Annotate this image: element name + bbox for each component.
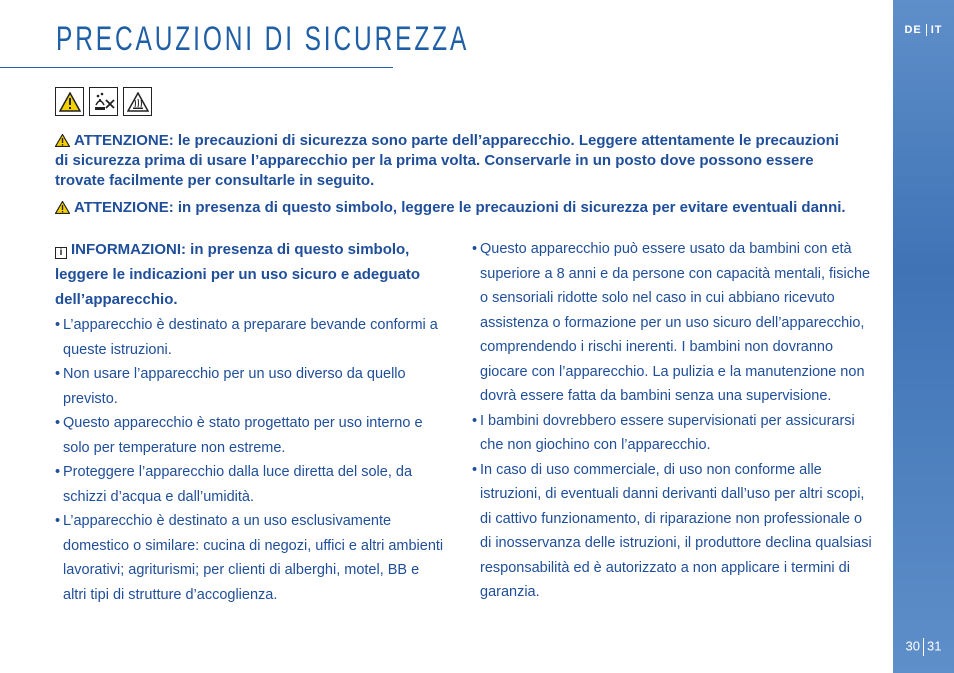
page-number-right: 31 (927, 638, 942, 654)
hot-liquid-splash-icon (89, 87, 118, 116)
left-list (55, 313, 445, 607)
language-indicator (893, 24, 954, 36)
lang-divider (926, 24, 927, 36)
title-underline (0, 67, 393, 68)
warning-paragraph-1 (55, 131, 855, 191)
list-item: • L’apparecchio è destinato a un uso esclusivamente domestico o similare: cucina di negozi, uffici e altri ambienti lavorativi; agriturismi; per clienti di alberghi, motel, BB e altri tipi di strutture d’accoglienza. (55, 509, 445, 607)
warning-triangle-icon (55, 87, 84, 116)
list-item: • Non usare l’apparecchio per un uso diverso da quello previsto. (55, 362, 445, 411)
lang-it[interactable]: IT (930, 24, 943, 36)
left-column (55, 237, 445, 607)
warning-text-2: ATTENZIONE: in presenza di questo simbolo, leggere le precauzioni di sicurezza per evitare eventuali danni. (74, 199, 846, 216)
list-item: • Questo apparecchio può essere usato da bambini con età superiore a 8 anni e da persone con capacità mentali, fisiche o sensoriali ridotte solo nel caso in cui abbiano ricevuto assistenza o formazione per un uso sicuro dell’apparecchio, comprendendo i rischi inerenti. I bambini non dovranno giocare con l’apparecchio. La pulizia e la manutenzione non dovrà essere fatta da bambini senza una supervisione. (472, 237, 872, 409)
info-heading (55, 237, 445, 312)
list-item: • Proteggere l’apparecchio dalla luce diretta del sole, da schizzi d’acqua e dall’umidità. (55, 460, 445, 509)
info-icon: i (55, 247, 67, 259)
page-numbers (893, 638, 954, 656)
list-item: • In caso di uso commerciale, di uso non conforme alle istruzioni, di eventuali danni derivanti dall’uso per altri scopi, di cattivo funzionamento, di riparazione non professionale o di inosservanza delle istruzioni, il produttore declina qualsiasi responsabilità ed è autorizzato a non applicare i termini di garanzia. (472, 458, 872, 605)
right-list (472, 237, 872, 605)
hot-surface-icon (123, 87, 152, 116)
right-column (472, 237, 872, 605)
lang-de[interactable]: DE (904, 24, 922, 36)
safety-symbols (55, 87, 152, 116)
warning-text-1: ATTENZIONE: le precauzioni di sicurezza sono parte dell’apparecchio. Leggere attentamente le precauzioni di sicurezza prima di usare l’apparecchio per la prima volta. Conservarle in un posto dove possono essere trovate facilmente per consultarle in seguito. (55, 132, 839, 189)
sidebar (893, 0, 954, 673)
list-item: • Questo apparecchio è stato progettato per uso interno e solo per temperature non estreme. (55, 411, 445, 460)
page-number-left: 30 (905, 638, 920, 654)
warning-paragraph-2 (55, 198, 855, 218)
list-item: • L’apparecchio è destinato a preparare bevande conformi a queste istruzioni. (55, 313, 445, 362)
warning-triangle-icon (55, 134, 70, 147)
list-item: • I bambini dovrebbero essere supervisionati per assicurarsi che non giochino con l’apparecchio. (472, 409, 872, 458)
page-divider (923, 638, 924, 656)
page-title: PRECAUZIONI DI SICUREZZA (56, 20, 470, 58)
warning-triangle-icon (55, 201, 70, 214)
info-heading-text: INFORMAZIONI: in presenza di questo simbolo, leggere le indicazioni per un uso sicuro e adeguato dell’apparecchio. (55, 241, 421, 308)
